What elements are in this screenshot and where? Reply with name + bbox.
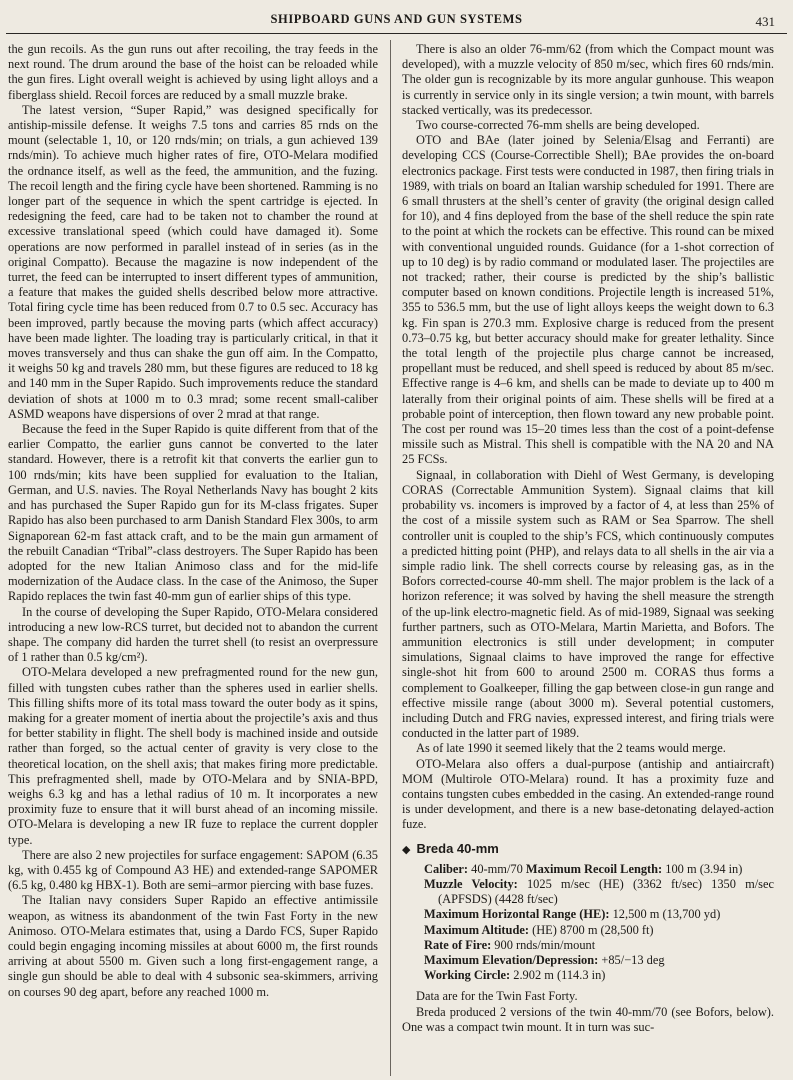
spec-line [424, 907, 774, 922]
paragraph: OTO and BAe (later joined by Selenia/Elsag and Ferranti) are developing CCS (Course-Correctible Shell); BAe provides the on-board electronics package. First tests were conducted in 1987, then firing trials in 1989, with trials on board an Italian warship scheduled for 1991. There are 6 small thrusters at the shell’s center of gravity (the original design called for 10), and 4 fins deployed from the base of the shell reduce the spin rate to the point at which the rockets can be effective. This round can be mixed with conventional unguided rounds. Guidance (for a 1-shot correction of up to 10 deg) is by radio command or modulated laser. The projectiles are not tracked; rather, their course is predicted by the ship’s ballistic computer based on known conditions. Projectile length is increased 51%, 355 to 536.5 mm, but the use of light alloys keeps the weight down to 6.3 kg. Fin span is 270.3 mm. Explosive charge is reduced from the present 0.73–0.75 kg, but better accuracy should make for greater lethality. Since the total length of the projectile plus charge cannot be increased, propellant must be reduced, and shell speed is reduced by about 85 m/sec. Effective range is 4–6 km, and shells can be made to deviate up to 400 m laterally from their original points of aim. These shells will be fired at a probable point of interception, then flown toward any new probable point. The cost per round was 15–20 times less than the cost of a point-defense missile such as Mistral. This shell is compatible with the NA 20 and NA 25 FCSs. [402, 133, 774, 467]
spec-label: Working Circle: [424, 968, 514, 983]
spec-label: Maximum Horizontal Range (HE): [424, 907, 613, 922]
page-number: 431 [755, 14, 775, 29]
spec-line [424, 968, 774, 983]
paragraph: OTO-Melara developed a new prefragmented round for the new gun, filled with tungsten cubes rather than the spheres used in earlier shells. This filling shifts more of its total mass toward the outer body as it spins, making for a greater moment of inertia about the projectile’s axis and thus for better stability in flight. The shell body is machined inside and outside rather than forged, so the actual center of gravity is very close to the theoretical location, on the shell axis; that makes firing more predictable. This prefragmented shell, made by OTO-Melara and by SNIA-BPD, weighs 6.3 kg and has a lethal radius of 10 m. It incorporates a new proximity fuze to ensure that it will burst ahead of an incoming missile. OTO-Melara is developing a new IR fuze to replace the current doppler type. [8, 665, 378, 847]
spec-line [424, 953, 774, 968]
spec-value: (HE) 8700 m (28,500 ft) [532, 922, 654, 937]
header-rule [6, 33, 787, 34]
spec-label: Rate of Fire: [424, 937, 495, 952]
spec-line [424, 877, 774, 907]
paragraph: Breda produced 2 versions of the twin 40-mm/70 (see Bofors, below). One was a compact twin mount. It in turn was suc- [402, 1004, 774, 1034]
spec-value: 2.902 m (114.3 in) [513, 968, 606, 983]
spec-label: Caliber: [424, 861, 472, 876]
right-column [402, 42, 774, 1076]
section-heading-breda [402, 841, 774, 858]
paragraph: There are also 2 new projectiles for surface engagement: SAPOM (6.35 kg, with 0.455 kg of Compound A3 HE) and extended-range SAPOMER (6.5 kg, 0.480 kg HBX-1). Both are semi–armor piercing with base fuzes. [8, 847, 378, 893]
spec-label: Maximum Altitude: [424, 922, 533, 937]
paragraph: In the course of developing the Super Rapido, OTO-Melara considered introducing a new low-RCS turret, but decided not to abandon the current shape. The company did harden the turret shell (to resist an overpressure of 1 rather than 0.5 kg/cm²). [8, 604, 378, 665]
spec-value: 1025 m/sec (HE) (3362 ft/sec) 1350 m/sec (APFSDS) (4428 ft/sec) [438, 876, 774, 907]
spec-line [424, 938, 774, 953]
paragraph: the gun recoils. As the gun runs out after recoiling, the tray feeds in the next round. The drum around the base of the hoist can be reloaded while the gun fires. Light overall weight is achieved by using light alloys and a fiberglass shield. Recoil forces are reduced by a small muzzle brake. [8, 42, 378, 102]
paragraph: The latest version, “Super Rapid,” was designed specifically for antiship-missile defense. It weighs 7.5 tons and carries 85 rnds on the mount (selectable 1, 10, or 120 rnds/min; on trials, a gun achieved 139 rnds/min). To achieve much higher rates of fire, OTO-Melara modified the ordnance itself, as well as the feed, the ammunition, and the fuzing. The recoil length and the firing cycle have been shortened. Ramming is no longer part of the sequence in which the spent cartridge is ejected. In redesigning the feed, care had to be taken not to chamber the round at excessive translational speed (which could have damaged it). Some operations are now performed in parallel instead of in series (as in the original Compatto). Because the magazine is now independent of the turret, the feed can be interrupted to insert different types of ammunition, a feature that makes the guided shells described below more attractive. Total firing cycle time has been reduced from 0.7 to 0.5 sec. Accuracy has been improved, partly because the moving parts (which affect accuracy) have been made lighter. The loading tray is particularly critical, in that it moves transversely and thus can shake the gun off aim. In the Compatto, it weighs 50 kg and travels 280 mm, but these figures are reduced to 18 kg and 140 mm in the Super Rapido. Such improvements reduce the standard deviation of shots at 1000 m to 0.3 mrad; some recent small-caliber ASMD weapons have dispersions of over 2 mrad at that range. [8, 102, 378, 421]
paragraph: Two course-corrected 76-mm shells are being developed. [416, 118, 700, 133]
paragraph: Because the feed in the Super Rapido is quite different from that of the earlier Compatto, the earlier guns cannot be converted to the later standard. However, there is a retrofit kit that converts the earlier gun to 100 rnds/min; kits have been supplied for evaluation to the Italian, German, and U.S. navies. The Royal Netherlands Navy has bought 2 kits and has purchased the Super Rapido gun for its M-class frigates. Super Rapido has also been purchased to arm Danish Standard Flex 300s, to arm Signaporean 62-m fast attack craft, and to be the main gun armament of the rebuilt Canadian “Tribal”-class destroyers. The Super Rapido has been adopted for the new Italian Animoso class and for the mid-life modernization of the Audace class. In the case of the Animoso, the Super Rapido replaces the twin fast 40-mm gun of earlier ships of this type. [8, 422, 378, 604]
right-column-text [402, 42, 774, 833]
paragraph: As of late 1990 it seemed likely that the 2 teams would merge. [416, 741, 726, 756]
left-column [8, 42, 378, 1076]
paragraph: Signaal, in collaboration with Diehl of West Germany, is developing CORAS (Correctable Ammunition System). Signaal claims that kill probability vs. incomers is improved by a factor of 4, at less than 25% of the cost of a missile system such as RAM or Sea Sparrow. The shell controller unit is coupled to the ship’s FCS, which continuously computes a predicted hitting point (PHP), and relays data to all shells in the air via a simple radio link. The shell corrects course by releasing gas, as in the Bofors corrected-course 40-mm shell. The major problem is the lack of a horizon reference; it was solved by having the shell measure the strength of the up-link electro-magnetic field. As of mid-1989, Signaal was seeking further partners, such as OTO-Melara, Martin Marietta, and Bofors. The ammunition electronics is still under development; in computer simulations, Signaal claims to have improved the range for effective single-shot hit from 600 to around 2500 m. CORAS thus forms a complement to Goalkeeper, filling the gap between close-in gun range and effective missile range (about 3000 m). Several potential customers, including Dutch and FRG navies, expressed interest, and firing trials were conducted in the latter part of 1989. [402, 467, 774, 741]
spec-label: Maximum Elevation/Depression: [424, 952, 602, 967]
spec-line [424, 862, 774, 877]
paragraph: Data are for the Twin Fast Forty. [416, 989, 578, 1004]
paragraph: The Italian navy considers Super Rapido an effective antimissile weapon, as witness its abandonment of the twin Fast Forty in the new Animoso. OTO-Melara estimates that, using a Dardo FCS, Super Rapido could begin engaging incoming missiles at about 6000 m, the first rounds arriving at about 5500 m. Given such a long first-engagement range, a single gun should be able to deal with 4 subsonic sea-skimmers, arriving on courses 90 deg apart, before any reached 1000 m. [8, 893, 378, 999]
breda-text [402, 989, 774, 1035]
spec-label: Muzzle Velocity: [424, 876, 527, 891]
spec-value: 900 rnds/min/mount [494, 937, 596, 952]
spec-value: 40-mm/70 [471, 861, 526, 876]
spec-list [424, 862, 774, 984]
spec-value: +85/−13 deg [601, 952, 665, 967]
paragraph: There is also an older 76-mm/62 (from which the Compact mount was developed), with a muzzle velocity of 850 m/sec, which fires 60 rnds/min. The older gun is recognizable by its more angular gunhouse. This weapon is currently in service only in its single version; a twin mount, with barrels stacked vertically, was its predecessor. [402, 42, 774, 117]
column-divider [390, 40, 391, 1076]
spec-line [424, 923, 774, 938]
spec-value: 100 m (3.94 in) [665, 861, 743, 876]
spec-label: Maximum Recoil Length: [525, 861, 666, 876]
spec-value: 12,500 m (13,700 yd) [612, 907, 721, 922]
running-head: SHIPBOARD GUNS AND GUN SYSTEMS [270, 12, 523, 26]
section-heading-label: Breda 40-mm [416, 840, 499, 856]
diamond-bullet-icon: ◆ [402, 843, 411, 856]
paragraph: OTO-Melara also offers a dual-purpose (antiship and antiaircraft) MOM (Multirole OTO-Melara) round. It has a proximity fuze and contains tungsten cubes embedded in the casing. An extended-range round is under development, and there is a new base-detonating delayed-action fuze. [402, 756, 774, 832]
